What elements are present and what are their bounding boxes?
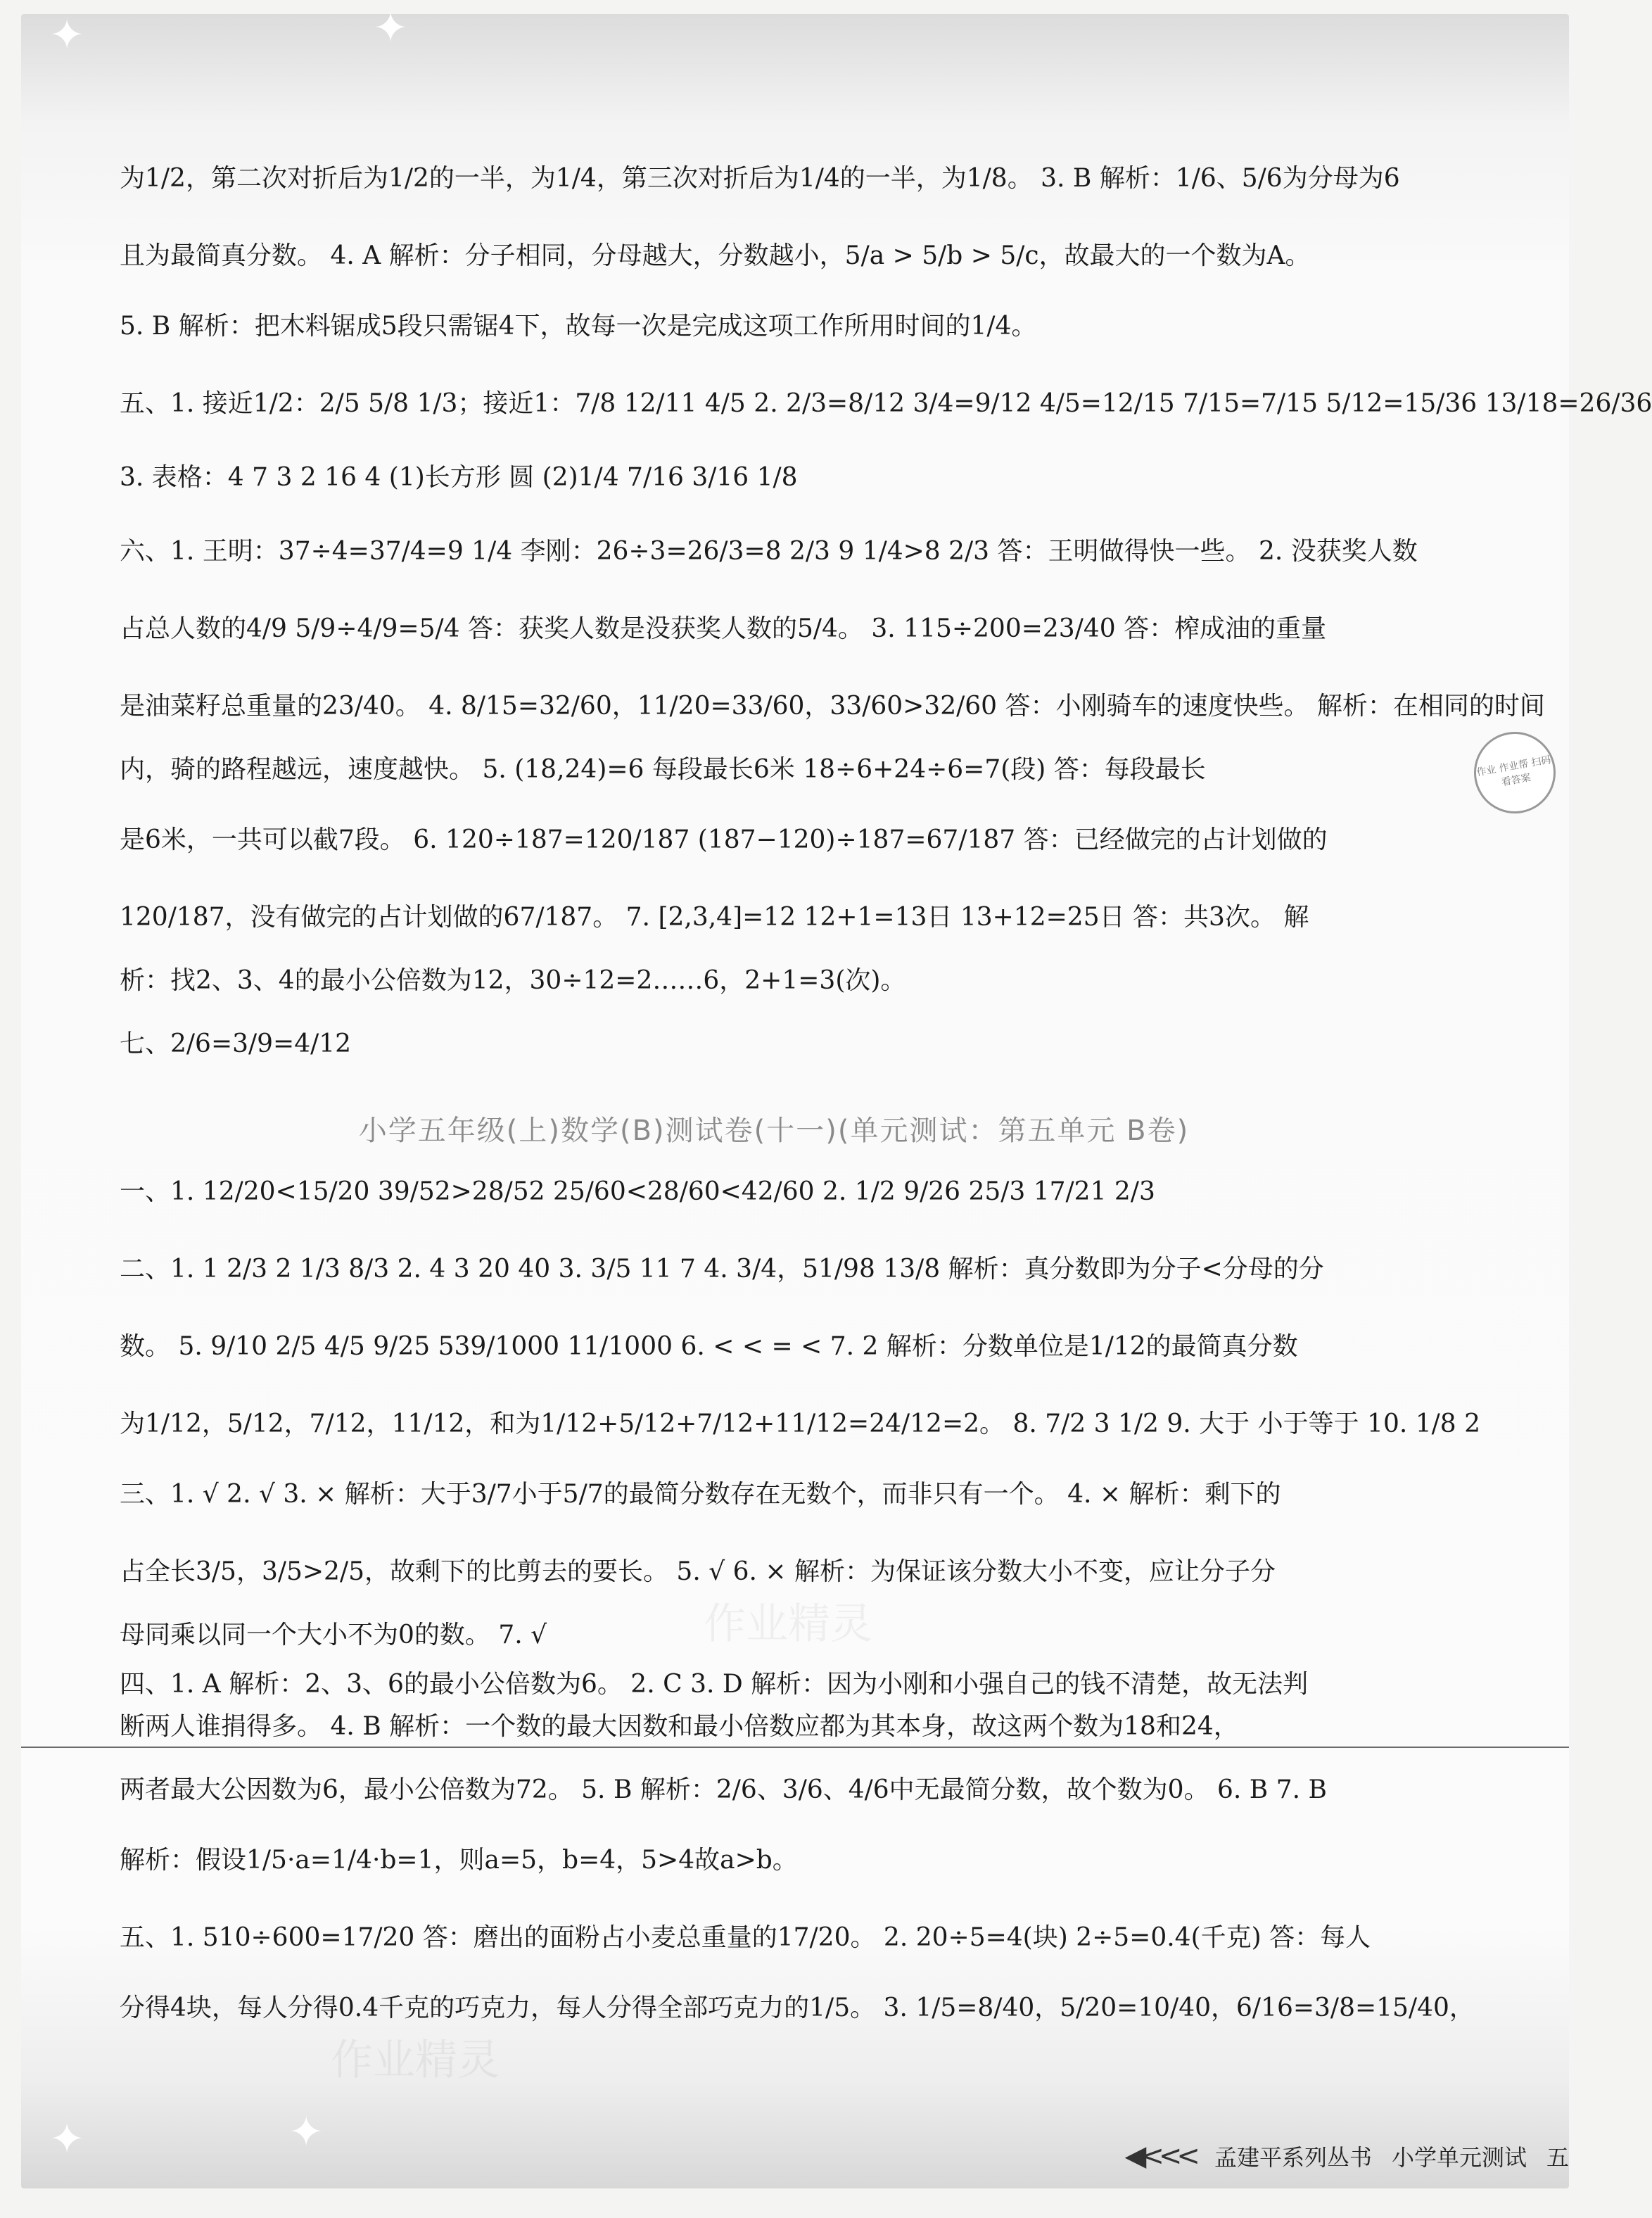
answer-line: 七、2/6=3/9=4/12 — [120, 1029, 352, 1058]
answer-line: 分得4块，每人分得0.4千克的巧克力，每人分得全部巧克力的1/5。 3. 1/5=8/40，5/20=10/40，6/16=3/8=15/40， — [120, 1994, 1475, 2022]
answer-line: 占全长3/5，3/5>2/5，故剩下的比剪去的要长。 5. √ 6. × 解析：为保证该分数大小不变，应让分子分 — [120, 1557, 1276, 1586]
answer-line: 数。 5. 9/10 2/5 4/5 9/25 539/1000 11/1000 6. < < = < 7. 2 解析：分数单位是1/12的最简真分数 — [120, 1332, 1298, 1361]
watermark: 作业精灵 — [704, 1599, 872, 1649]
answer-line: 为1/12，5/12，7/12，11/12，和为1/12+5/12+7/12+11/12=24/12=2。 8. 7/2 3 1/2 9. 大于 小于等于 10. 1/8 2 — [120, 1409, 1481, 1438]
page-divider — [21, 1747, 1569, 1748]
sparkle-icon: ✦ — [373, 4, 409, 53]
series-name: 孟建平系列丛书 — [1214, 2144, 1372, 2171]
answer-line: 一、1. 12/20<15/20 39/52>28/52 25/60<28/60<42/60 2. 1/2 9/26 25/3 17/21 2/3 — [120, 1177, 1155, 1206]
grade-label: 五 — [1546, 2144, 1569, 2171]
answer-line: 五、1. 510÷600=17/20 答：磨出的面粉占小麦总重量的17/20。 2. 20÷5=4(块) 2÷5=0.4(千克) 答：每人 — [120, 1923, 1371, 1952]
answer-line: 是6米，一共可以截7段。 6. 120÷187=120/187 (187−120)÷187=67/187 答：已经做完的占计划做的 — [120, 825, 1328, 854]
answer-line: 四、1. A 解析：2、3、6的最小公倍数为6。 2. C 3. D 解析：因为小刚和小强自己的钱不清楚，故无法判 — [120, 1670, 1309, 1699]
answer-line: 120/187，没有做完的占计划做的67/187。 7. [2,3,4]=12 12+1=13日 13+12=25日 答：共3次。 解 — [120, 903, 1309, 932]
watermark: 作业精灵 — [331, 2036, 500, 2085]
answer-line: 析：找2、3、4的最小公倍数为12，30÷12=2……6，2+1=3(次)。 — [120, 966, 906, 995]
answer-line: 占总人数的4/9 5/9÷4/9=5/4 答：获奖人数是没获奖人数的5/4。 3. 115÷200=23/40 答：榨成油的重量 — [120, 614, 1327, 643]
answer-line: 五、1. 接近1/2：2/5 5/8 1/3；接近1：7/8 12/11 4/5 2. 2/3=8/12 3/4=9/12 4/5=12/15 7/15=7/15 5/12=15/36 13/18=26/36 — [120, 389, 1652, 418]
answer-line: 二、1. 1 2/3 2 1/3 8/3 2. 4 3 20 40 3. 3/5 11 7 4. 3/4，51/98 13/8 解析：真分数即为分子<分母的分 — [120, 1255, 1324, 1284]
answer-line: 且为最简真分数。 4. A 解析：分子相同，分母越大，分数越小，5/a > 5/b > 5/c，故最大的一个数为A。 — [120, 241, 1311, 270]
sparkle-icon: ✦ — [288, 2108, 324, 2157]
page-footer — [1125, 2135, 1569, 2177]
sparkle-icon: ✦ — [49, 2115, 85, 2164]
sparkle-icon: ✦ — [49, 11, 85, 60]
answer-line: 两者最大公因数为6，最小公倍数为72。 5. B 解析：2/6、3/6、4/6中无最简分数，故个数为0。 6. B 7. B — [120, 1775, 1327, 1804]
book-name: 小学单元测试 — [1391, 2144, 1527, 2171]
answer-line: 是油菜籽总重量的23/40。 4. 8/15=32/60，11/20=33/60，33/60>32/60 答：小刚骑车的速度快些。 解析：在相同的时间 — [120, 692, 1545, 721]
answer-line: 解析：假设1/5·a=1/4·b=1，则a=5，b=4，5>4故a>b。 — [120, 1846, 798, 1875]
answer-line: 内，骑的路程越远，速度越快。 5. (18,24)=6 每段最长6米 18÷6+24÷6=7(段) 答：每段最长 — [120, 755, 1206, 784]
answer-line: 断两人谁捐得多。 4. B 解析：一个数的最大因数和最小倍数应都为其本身，故这两个数为18和24， — [120, 1712, 1239, 1741]
arrow-icon: ◀<<< — [1124, 2140, 1195, 2172]
answer-line: 六、1. 王明：37÷4=37/4=9 1/4 李刚：26÷3=26/3=8 2/3 9 1/4>8 2/3 答：王明做得快一些。 2. 没获奖人数 — [120, 537, 1418, 566]
stamp-label: 作业 作业帮 扫码看答案 — [1475, 754, 1552, 789]
answer-line: 母同乘以同一个大小不为0的数。 7. √ — [120, 1621, 547, 1649]
answer-line: 3. 表格：4 7 3 2 16 4 (1)长方形 圆 (2)1/4 7/16 3/16 1/8 — [120, 463, 798, 492]
section-title: 小学五年级(上)数学(B)测试卷(十一)(单元测试：第五单元 B卷) — [358, 1115, 1190, 1147]
answer-line: 为1/2，第二次对折后为1/2的一半，为1/4，第三次对折后为1/4的一半，为1/8。 3. B 解析：1/6、5/6为分母为6 — [120, 164, 1400, 193]
answer-line: 三、1. √ 2. √ 3. × 解析：大于3/7小于5/7的最简分数存在无数个，而非只有一个。 4. × 解析：剩下的 — [120, 1480, 1281, 1509]
answer-line: 5. B 解析：把木料锯成5段只需锯4下，故每一次是完成这项工作所用时间的1/4。 — [120, 312, 1037, 341]
